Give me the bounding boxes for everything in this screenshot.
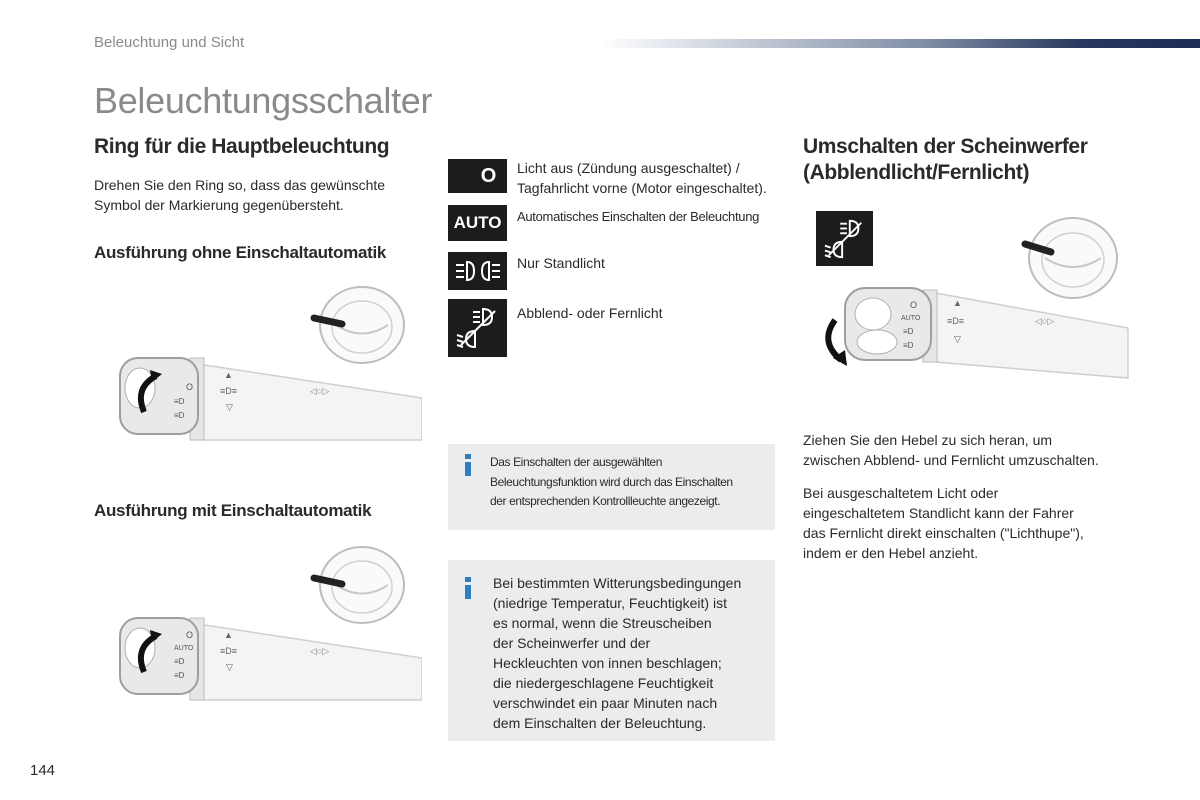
svg-text:▲: ▲ <box>224 630 233 640</box>
info2-line-4: der Scheinwerfer und der <box>493 635 651 651</box>
lever-label-off: O <box>186 630 194 640</box>
svg-text:≡D≡: ≡D≡ <box>947 316 965 326</box>
lever-label-auto: AUTO <box>901 315 921 322</box>
info2-line-2: (niedrige Temperatur, Feuchtigkeit) ist <box>493 595 727 611</box>
off-description <box>517 158 767 198</box>
heading-with-auto: Ausführung mit Einschaltautomatik <box>94 501 372 520</box>
dipped-main-beam-description: Abblend- oder Fernlicht <box>517 305 663 321</box>
info2-line-3: es normal, wenn die Streuscheiben <box>493 615 712 631</box>
page-number: 144 <box>30 762 56 779</box>
info2-line-6: die niedergeschlagene Feuchtigkeit <box>493 675 714 691</box>
svg-text:≡D: ≡D <box>174 657 185 666</box>
auto-icon: AUTO <box>448 205 507 241</box>
svg-text:◁○▷: ◁○▷ <box>310 646 330 656</box>
info2-line-5: Heckleuchten von innen beschlagen; <box>493 655 722 671</box>
intro-line-2: Symbol der Markierung gegenübersteht. <box>94 197 344 213</box>
auto-description: Automatisches Einschalten der Beleuchtung <box>517 209 760 224</box>
steering-wheel-icon <box>1025 218 1117 298</box>
sidelight-description: Nur Standlicht <box>517 255 605 271</box>
svg-text:≡D: ≡D <box>174 671 185 680</box>
svg-text:≡D: ≡D <box>903 341 914 350</box>
lever-illustration-pull <box>815 210 1130 380</box>
right-p2-line-3: das Fernlicht direkt einschalten ("Lichthupe"), <box>803 525 1084 541</box>
section-label: Beleuchtung und Sicht <box>94 34 245 51</box>
info2-line-1: Bei bestimmten Witterungsbedingungen <box>493 575 742 591</box>
info1-line-3: der entsprechenden Kontrollleuchte angezeigt. <box>490 494 721 508</box>
heading-headlamp-switching <box>803 134 1087 186</box>
info2-line-8: dem Einschalten der Beleuchtung. <box>493 715 707 731</box>
off-description-line-1: Licht aus (Zündung ausgeschaltet) / <box>517 160 740 176</box>
lever-illustration-with-auto <box>110 540 422 705</box>
right-p2-line-2: eingeschaltetem Standlicht kann der Fahrer <box>803 505 1074 521</box>
svg-text:≡D≡: ≡D≡ <box>220 646 238 656</box>
off-icon: O <box>448 159 507 193</box>
off-description-line-2: Tagfahrlicht vorne (Motor eingeschaltet). <box>517 180 767 196</box>
svg-text:≡D: ≡D <box>174 397 185 406</box>
sidelight-icon <box>448 252 507 290</box>
heading-main-light-ring: Ring für die Hauptbeleuchtung <box>94 135 390 158</box>
steering-wheel-icon <box>314 547 404 623</box>
lever-label-off: O <box>910 300 918 310</box>
info-box-condensation <box>448 560 775 741</box>
svg-text:≡D: ≡D <box>903 327 914 336</box>
info-box-indicator <box>448 444 775 530</box>
header-bar <box>600 39 1200 48</box>
info1-line-2: Beleuchtungsfunktion wird durch das Einschalten <box>490 474 733 489</box>
dipped-main-beam-icon <box>448 299 507 357</box>
steering-wheel-icon <box>314 287 404 363</box>
right-paragraph-2 <box>803 483 1084 563</box>
svg-text:▲: ▲ <box>224 370 233 380</box>
intro-paragraph <box>94 175 385 215</box>
page-title: Beleuchtungsschalter <box>94 80 433 121</box>
svg-text:◁○▷: ◁○▷ <box>1035 316 1055 326</box>
svg-text:▽: ▽ <box>226 402 233 412</box>
right-paragraph-1 <box>803 430 1099 470</box>
right-p1-line-1: Ziehen Sie den Hebel zu sich heran, um <box>803 432 1053 448</box>
heading-without-auto: Ausführung ohne Einschaltautomatik <box>94 243 387 262</box>
lever-label-auto: AUTO <box>174 645 194 652</box>
info1-line-1: Das Einschalten der ausgewählten <box>490 455 662 469</box>
lever-label-off: O <box>186 382 194 392</box>
right-p1-line-2: zwischen Abblend- und Fernlicht umzuschalten. <box>803 452 1099 468</box>
svg-text:▲: ▲ <box>953 298 962 308</box>
heading-headlamp-line-1: Umschalten der Scheinwerfer <box>803 135 1088 158</box>
svg-text:◁○▷: ◁○▷ <box>310 386 330 396</box>
info2-line-7: verschwindet ein paar Minuten nach <box>493 695 718 711</box>
svg-text:▽: ▽ <box>954 334 961 344</box>
svg-text:≡D≡: ≡D≡ <box>220 386 238 396</box>
svg-text:≡D: ≡D <box>174 411 185 420</box>
heading-headlamp-line-2: (Abblendlicht/Fernlicht) <box>803 161 1030 184</box>
right-p2-line-1: Bei ausgeschaltetem Licht oder <box>803 485 999 501</box>
right-p2-line-4: indem er den Hebel anzieht. <box>803 545 979 561</box>
lever-illustration-without-auto <box>110 280 422 445</box>
intro-line-1: Drehen Sie den Ring so, dass das gewünschte <box>94 177 386 193</box>
svg-text:▽: ▽ <box>226 662 233 672</box>
